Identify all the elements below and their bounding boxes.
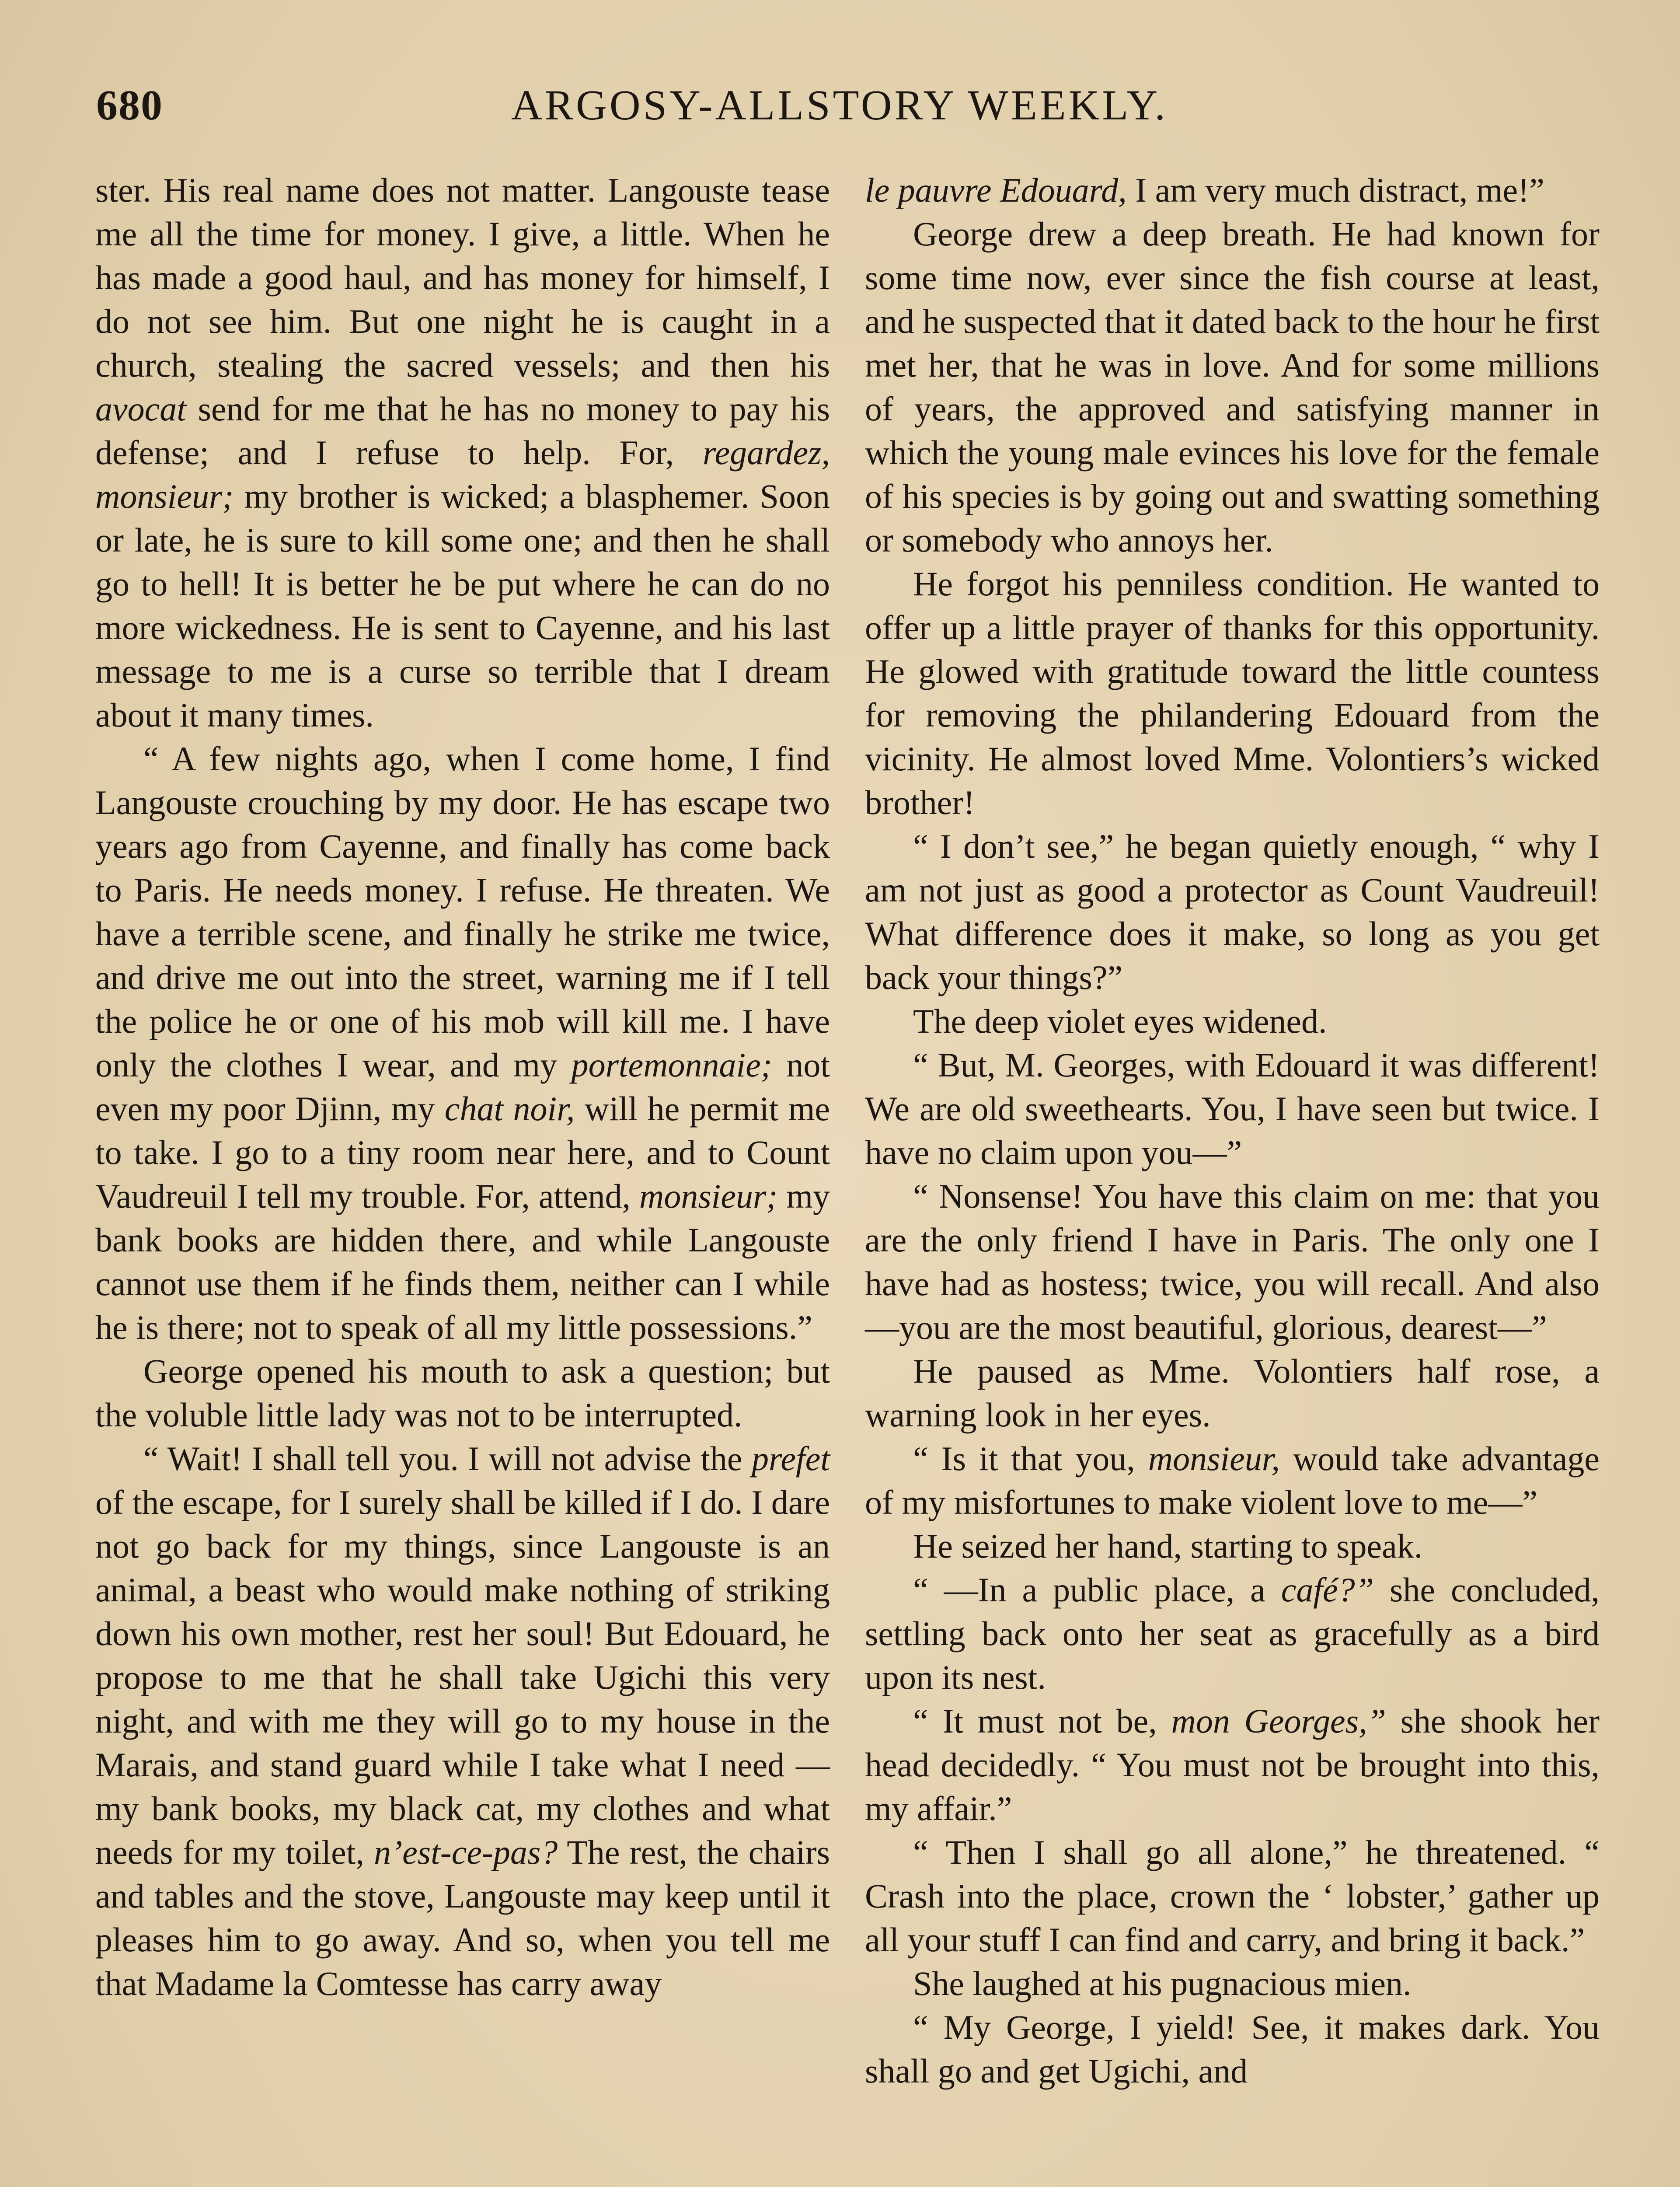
paragraph: “ Then I shall go all alone,” he threatened. “ Crash into the place, crown the ‘ lobster,’ gather up all your stuff I can find and carry, and bring it back.” xyxy=(865,1833,1600,1959)
paragraph: “ Wait! I shall tell you. I will not advise the prefet of the escape, for I surely shall be killed if I do. I dare not go back for my things, since Langouste is an animal, a beast who would make nothing of striking down his own mother, rest her soul! But Edouard, he propose to me that he shall take Ugichi this very night, and with me they will go to my house in the Marais, and stand guard while I take what I need —my bank books, my black cat, my clothes and what needs for my toilet, n’est-ce-pas? The rest, the chairs and tables and the stove, Langouste may keep until it pleases him to go away. And so, when you tell me that Madame la Comtesse has carry away xyxy=(95,1439,830,2002)
paragraph: le pauvre Edouard, I am very much distract, me!” xyxy=(865,171,1544,209)
paragraph: George opened his mouth to ask a question; but the voluble little lady was not to be interrupted. xyxy=(95,1352,830,1434)
text-column-right xyxy=(865,168,1600,2093)
page-header xyxy=(87,81,1592,142)
paragraph: George drew a deep breath. He had known for some time now, ever since the fish course at least, and he suspected that it dated back to the hour he first met her, that he was in love. And for some millions of years, the approved and satisfying manner in which the young male evinces his love for the female of his species is by going out and swatting something or somebody who annoys her. xyxy=(865,215,1600,559)
paragraph: He seized her hand, starting to speak. xyxy=(913,1527,1423,1565)
paragraph: “ Nonsense! You have this claim on me: that you are the only friend I have in Paris. The only one I have had as hostess; twice, you will recall. And also—you are the most beautiful, glorious, dearest—” xyxy=(865,1177,1600,1346)
paragraph: She laughed at his pugnacious mien. xyxy=(913,1964,1412,2002)
paragraph: “ —In a public place, a café?” she concluded, settling back onto her seat as gracefully as a bird upon its nest. xyxy=(865,1571,1600,1696)
page-number: 680 xyxy=(96,82,163,129)
paragraph: “ My George, I yield! See, it makes dark. You shall go and get Ugichi, and xyxy=(865,2008,1600,2090)
paragraph: The deep violet eyes widened. xyxy=(913,1002,1327,1040)
paragraph: “ A few nights ago, when I come home, I find Langouste crouching by my door. He has escape two years ago from Cayenne, and finally has come back to Paris. He needs money. I refuse. He threaten. We have a terrible scene, and finally he strike me twice, and drive me out into the street, warning me if I tell the police he or one of his mob will kill me. I have only the clothes I wear, and my portemonnaie; not even my poor Djinn, my chat noir, will he permit me to take. I go to a tiny room near here, and to Count Vaudreuil I tell my trouble. For, attend, monsieur; my bank books are hidden there, and while Langouste cannot use them if he finds them, neither can I while he is there; not to speak of all my little possessions.” xyxy=(95,740,830,1346)
paragraph: ster. His real name does not matter. Langouste tease me all the time for money. I give, a little. When he has made a good haul, and has money for himself, I do not see him. But one night he is caught in a church, stealing the sacred vessels; and then his avocat send for me that he has no money to pay his defense; and I refuse to help. For, regardez, monsieur; my brother is wicked; a blasphemer. Soon or late, he is sure to kill some one; and then he shall go to hell! It is better he be put where he can do no more wickedness. He is sent to Cayenne, and his last message to me is a curse so terrible that I dream about it many times. xyxy=(95,171,830,734)
running-title: ARGOSY-ALLSTORY WEEKLY. xyxy=(511,82,1168,129)
text-column-left xyxy=(95,168,830,2005)
paragraph: He forgot his penniless condition. He wanted to offer up a little prayer of thanks for this opportunity. He glowed with gratitude toward the little countess for removing the philandering Edouard from the vicinity. He almost loved Mme. Volontiers’s wicked brother! xyxy=(865,565,1600,821)
paragraph: “ But, M. Georges, with Edouard it was different! We are old sweethearts. You, I have seen but twice. I have no claim upon you—” xyxy=(865,1046,1600,1171)
paragraph: He paused as Mme. Volontiers half rose, a warning look in her eyes. xyxy=(865,1352,1600,1434)
paragraph: “ It must not be, mon Georges,” she shook her head decidedly. “ You must not be brought into this, my affair.” xyxy=(865,1702,1600,1827)
paragraph: “ I don’t see,” he began quietly enough, “ why I am not just as good a protector as Count Vaudreuil! What difference does it make, so long as you get back your things?” xyxy=(865,827,1600,996)
paragraph: “ Is it that you, monsieur, would take advantage of my misfortunes to make violent love to me—” xyxy=(865,1439,1600,1521)
